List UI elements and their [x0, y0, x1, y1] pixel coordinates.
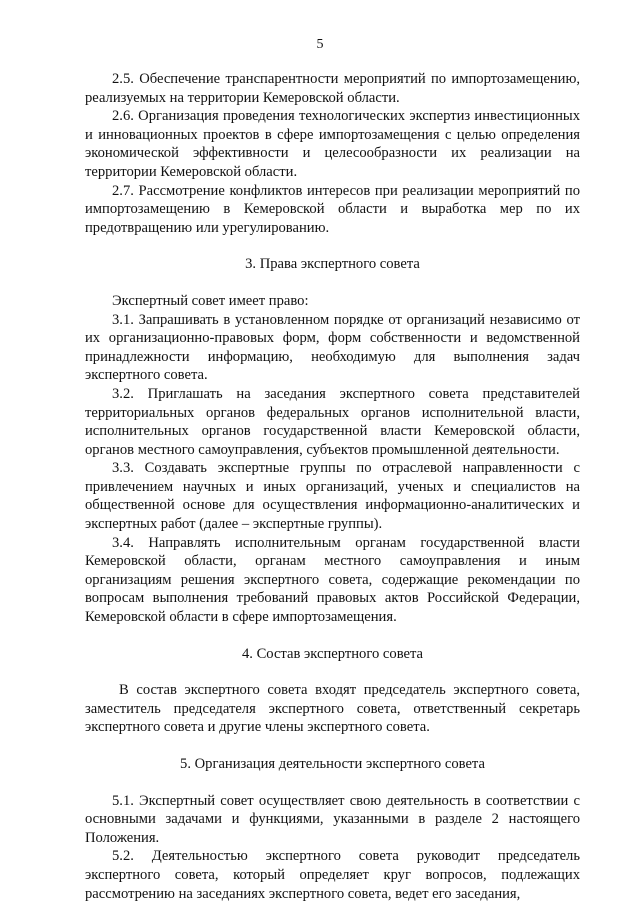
section-3-title: 3. Права экспертного совета: [245, 256, 420, 273]
paragraph-2-7: 2.7. Рассмотрение конфликтов интересов при реализации мероприятий по импортозамещению в Кемеровской области и выработка мер по их предотвращению или урегулированию.: [85, 182, 580, 236]
paragraph-2-6: 2.6. Организация проведения технологических экспертиз инвестиционных и инновационных проектов в сфере импортозамещения с целью определения экономической эффективности и целесообразности их реализации на территории Кемеровской области.: [85, 108, 580, 180]
paragraph-5-2: 5.2. Деятельностью экспертного совета руководит председатель экспертного совета, который определяет круг вопросов, подлежащих рассмотрению на заседаниях экспертного совета, ведет его заседания,: [85, 848, 580, 902]
page-number: 5: [316, 37, 324, 52]
section-3-intro: Экспертный совет имеет право:: [112, 292, 309, 309]
paragraph-5-1: 5.1. Экспертный совет осуществляет свою деятельность в соответствии с основными задачами и функциями, указанными в разделе 2 настоящего Положения.: [85, 792, 580, 846]
paragraph-3-3: 3.3. Создавать экспертные группы по отраслевой направленности с привлечением научных и иных организаций, ученых и специалистов на общественной основе для осуществления информационно-аналитических и экспертных работ (далее – экспертные группы).: [85, 460, 580, 533]
paragraph-3-1: 3.1. Запрашивать в установленном порядке от организаций независимо от их организационно-правовых форм, форм собственности и ведомственной принадлежности информацию, необходимую для выполнения задач экспертного совета.: [85, 311, 580, 384]
paragraph-3-4: 3.4. Направлять исполнительным органам государственной власти Кемеровской области, органам местного самоуправления и иным организациям решения экспертного совета, содержащие рекомендации по вопросам выполнения требований правовых актов Российской Федерации, Кемеровской области в сфере импортозамещения.: [85, 534, 580, 626]
section-4-title: 4. Состав экспертного совета: [241, 645, 424, 662]
paragraph-2-5: 2.5. Обеспечение транспарентности мероприятий по импортозамещению, реализуемых на территории Кемеровской области.: [85, 71, 580, 106]
section-5-title: 5. Организация деятельности экспертного совета: [180, 756, 485, 772]
paragraph-3-2: 3.2. Приглашать на заседания экспертного совета представителей территориальных органов федеральных органов исполнительной власти, исполнительных органов государственной власти Кемеровской области, органов местного самоуправления, субъектов промышленной деятельности.: [85, 385, 580, 458]
paragraph-4-1: В состав экспертного совета входят председатель экспертного совета, заместитель председателя экспертного совета, ответственный секретарь экспертного совета и другие члены экспертного совета.: [85, 682, 580, 736]
document-body: [85, 70, 580, 903]
